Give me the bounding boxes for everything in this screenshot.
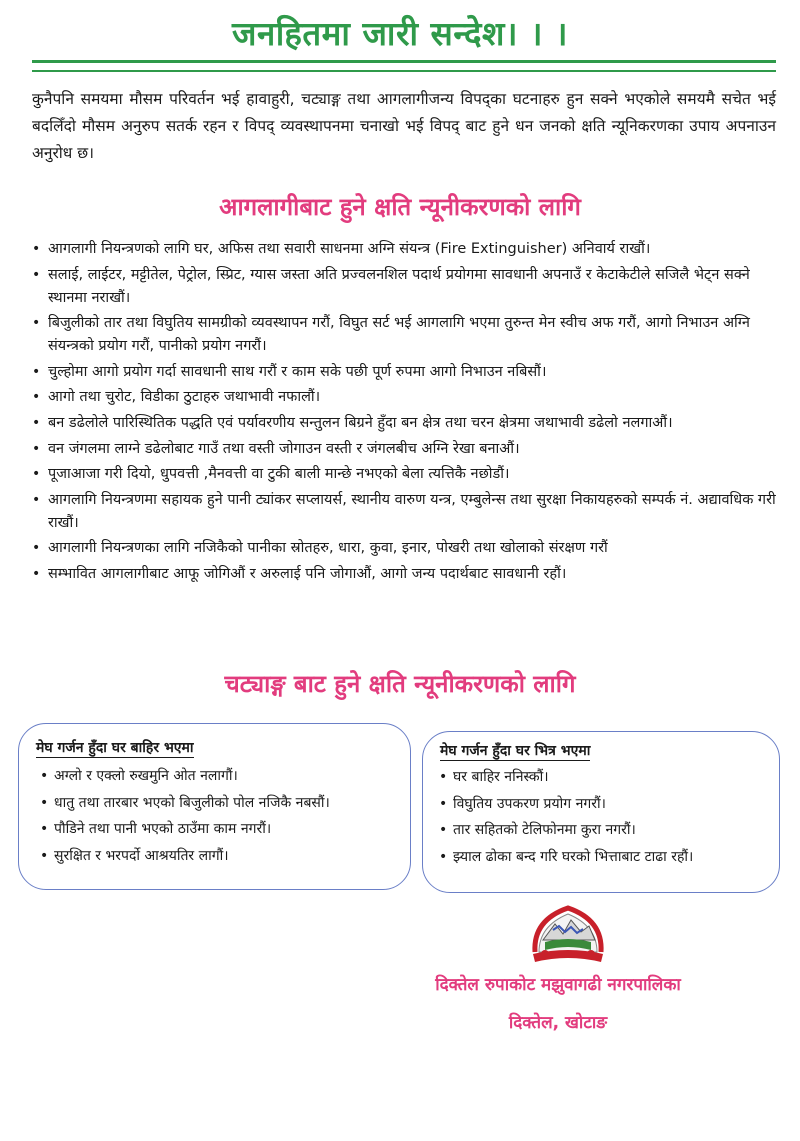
bullet-icon: • [32, 414, 41, 431]
outside-list [36, 766, 330, 872]
list-item-text: सम्भावित आगलागीबाट आफू जोगिऔं र अरुलाई पनि जोगाऔं, आगो जन्य पदार्थबाट सावधानी रहौं। [48, 565, 567, 582]
title-underline [32, 60, 776, 63]
bullet-icon: • [439, 822, 448, 839]
inside-house-box [422, 731, 780, 893]
bullet-icon: • [439, 848, 448, 865]
outside-box-title: मेघ गर्जन हुँदा घर बाहिर भएमा [36, 740, 194, 756]
list-item [30, 361, 778, 384]
fire-safety-list [30, 238, 778, 589]
list-item [435, 820, 693, 840]
bullet-icon: • [32, 491, 41, 508]
nepal-emblem-icon [527, 900, 609, 968]
organization-name: दिक्तेल रुपाकोट मझुवागढी नगरपालिका [435, 975, 681, 995]
bullet-icon: • [32, 466, 41, 483]
bullet-icon: • [32, 389, 41, 406]
outside-house-box [18, 723, 411, 890]
bullet-icon: • [40, 794, 49, 811]
inside-box-title: मेघ गर्जन हुँदा घर भित्र भएमा [440, 743, 591, 759]
list-item-text: वन जंगलमा लाग्ने डढेलोबाट गाउँ तथा वस्ती जोगाउन वस्ती र जंगलबीच अग्नि रेखा बनाऔं। [48, 440, 520, 457]
list-item-text: आगलागी नियन्त्रणका लागि नजिकैको पानीका स्रोतहरु, धारा, कुवा, इनार, पोखरी तथा खोलाको संरक्षण गरौं [48, 540, 608, 557]
list-item [30, 537, 778, 560]
lightning-section-heading: चट्याङ्ग बाट हुने क्षति न्यूनीकरणको लागि [224, 670, 576, 698]
bullet-icon: • [32, 565, 41, 582]
bullet-icon: • [32, 315, 41, 332]
list-item-text: आगलागि नियन्त्रणमा सहायक हुने पानी ट्यांकर सप्लायर्स, स्थानीय वारुण यन्त्र, एम्बुलेन्स तथा सुरक्षा निकायहरुको सम्पर्क नं. अद्यावधिक गरी राखौं। [48, 491, 776, 531]
list-item [30, 312, 778, 358]
list-item [30, 238, 778, 261]
bullet-icon: • [439, 795, 448, 812]
list-item [30, 563, 778, 586]
list-item [435, 767, 693, 787]
list-item [30, 438, 778, 461]
bullet-icon: • [32, 241, 41, 257]
list-item-text: तार सहितको टेलिफोनमा कुरा नगरौं। [453, 822, 636, 839]
bullet-icon: • [32, 363, 41, 380]
list-item-text: सलाई, लाईटर, मट्टीतेल, पेट्रोल, स्प्रिट, ग्यास जस्ता अति प्रज्वलनशिल पदार्थ प्रयोगमा सावधानी अपनाउँ र केटाकेटीले सजिलै भेट्न सक्ने स्थानमा नराखौं। [48, 266, 750, 306]
list-item-text: चुल्होमा आगो प्रयोग गर्दा सावधानी साथ गरौं र काम सके पछी पूर्ण रुपमा आगो निभाउन नबिसौं। [48, 363, 547, 380]
list-item [30, 463, 778, 486]
list-item [36, 846, 330, 866]
bullet-icon: • [32, 266, 41, 283]
bullet-icon: • [40, 821, 49, 838]
inside-list [435, 767, 693, 873]
list-item-text: पौडिने तथा पानी भएको ठाउँमा काम नगरौं। [54, 821, 272, 838]
list-item-text: घर बाहिर ननिस्कौं। [453, 769, 549, 785]
title-underline-second [32, 70, 776, 72]
list-item-text: आगो तथा चुरोट, विडीका ठुटाहरु जथाभावी नफालौं। [48, 389, 321, 406]
list-item [36, 819, 330, 839]
list-item [435, 794, 693, 814]
list-item-text: आगलागी नियन्त्रणको लागि घर, अफिस तथा सवारी साधनमा अग्नि संयन्त्र (Fire Extinguisher) अनिवार्य राखौं। [48, 241, 651, 257]
list-item-text: बिजुलीको तार तथा विघुतिय सामग्रीको व्यवस्थापन गरौं, विघुत सर्ट भई आगलागि भएमा तुरुन्त मेन स्वीच अफ गरौं, आगो निभाउन अग्नि संयन्त्रको प्रयोग गरौं, पानीको प्रयोग नगरौं। [48, 315, 750, 355]
list-item-text: धातु तथा तारबार भएको बिजुलीको पोल नजिकै नबसौं। [54, 794, 330, 811]
list-item-text: पूजाआजा गरी दियो, धुपवत्ती ,मैनवत्ती वा टुकी बाली मान्छे नभएको बेला त्यत्तिकै नछोडौं। [48, 466, 510, 483]
list-item [30, 489, 778, 535]
list-item-text: अग्लो र एक्लो रुखमुनि ओत नलागौं। [54, 768, 238, 784]
bullet-icon: • [439, 769, 448, 785]
notice-title: जनहितमा जारी सन्देश। । । [232, 14, 568, 53]
bullet-icon: • [40, 768, 49, 784]
list-item [30, 412, 778, 435]
fire-section-heading: आगलागीबाट हुने क्षति न्यूनीकरणको लागि [219, 193, 581, 221]
list-item [30, 264, 778, 310]
list-item-text: बन डढेलोले पारिस्थितिक पद्धति एवं पर्यावरणीय सन्तुलन बिग्रने हुँदा बन क्षेत्र तथा चरन क्षेत्रमा जथाभावी डढेलो नलगाऔं। [48, 414, 673, 431]
bullet-icon: • [32, 440, 41, 457]
organization-location: दिक्तेल, खोटाङ [508, 1013, 608, 1033]
list-item [435, 847, 693, 867]
bullet-icon: • [32, 540, 41, 557]
bullet-icon: • [40, 847, 49, 864]
list-item-text: विघुतिय उपकरण प्रयोग नगरौं। [453, 795, 606, 812]
list-item-text: झ्याल ढोका बन्द गरि घरको भित्ताबाट टाढा रहौं। [453, 848, 694, 865]
list-item [36, 793, 330, 813]
intro-paragraph: कुनैपनि समयमा मौसम परिवर्तन भई हावाहुरी, चट्याङ्ग तथा आगलागीजन्य विपद्का घटनाहरु हुन सक्ने भएकोले समयमै सचेत भई बदलिँदो मौसम अनुरुप सतर्क रहन र विपद् व्यवस्थापनमा चनाखो भई विपद् बाट हुने धन जनको क्षति न्यूनिकरणका उपाय अपनाउन अनुरोध छ। [32, 90, 776, 162]
list-item [30, 386, 778, 409]
list-item-text: सुरक्षित र भरपर्दो आश्रयतिर लागौं। [54, 847, 229, 864]
list-item [36, 766, 330, 786]
